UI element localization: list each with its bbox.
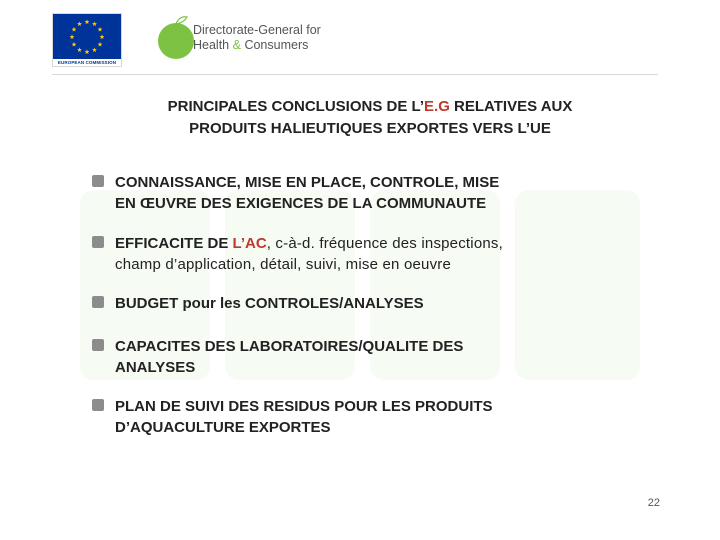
title-line-1-end: RELATIVES AUX <box>449 98 573 115</box>
bullet-square-icon <box>92 175 104 187</box>
page-number: 22 <box>647 497 660 509</box>
bullet-item-1-text <box>115 172 682 214</box>
dg-name-consumers: Consumers <box>244 38 309 52</box>
eu-star-icon <box>85 19 90 24</box>
bullet-item-5 <box>92 396 682 438</box>
dg-health-consumers-name <box>193 23 321 53</box>
eu-star-icon <box>77 21 82 26</box>
dg-name-health: Health <box>193 38 230 52</box>
bullet-item-5-text <box>115 396 682 438</box>
bullet-item-2-highlight: L’AC <box>232 235 267 252</box>
eu-star-icon <box>72 42 77 47</box>
bullet-square-icon <box>92 399 104 411</box>
bullet-item-2-end: , c-à-d. fréquence des inspections, <box>266 235 503 252</box>
bullet-item-5-line-2: D’AQUACULTURE EXPORTES <box>115 419 331 436</box>
eu-star-icon <box>72 27 77 32</box>
slide-title <box>60 96 680 140</box>
eu-star-icon <box>92 21 97 26</box>
bullet-square-icon <box>92 339 104 351</box>
eu-star-icon <box>77 47 82 52</box>
bullet-item-1 <box>92 172 682 214</box>
eu-star-icon <box>100 34 105 39</box>
eu-star-icon <box>98 42 103 47</box>
header-divider <box>52 74 658 75</box>
eu-star-icon <box>85 49 90 54</box>
title-highlight-eg: E.G <box>424 98 450 115</box>
eu-logo-caption: EUROPEAN COMMISSION <box>53 59 121 66</box>
bullet-item-4-text <box>115 336 682 378</box>
dg-name-line2 <box>193 38 321 53</box>
bullet-item-4-line-2: ANALYSES <box>115 359 196 376</box>
bullet-item-4-line-1: CAPACITES DES LABORATOIRES/QUALITE DES <box>115 338 464 355</box>
bullet-square-icon <box>92 296 104 308</box>
bullet-item-2-start: EFFICACITE DE <box>115 235 233 252</box>
eu-star-icon <box>98 27 103 32</box>
eu-star-icon <box>70 34 75 39</box>
title-line-1-start: PRINCIPALES CONCLUSIONS DE L’ <box>167 98 425 115</box>
bullet-item-2 <box>92 233 682 275</box>
bullet-item-1-line-2: EN ŒUVRE DES EXIGENCES DE LA COMMUNAUTE <box>115 195 487 212</box>
european-commission-logo <box>52 13 122 67</box>
eu-stars-icon <box>53 14 121 60</box>
bullet-item-3-text: BUDGET pour les CONTROLES/ANALYSES <box>115 295 424 312</box>
bullet-item-2-text <box>115 233 682 275</box>
dg-name-line1: Directorate-General for <box>193 23 321 37</box>
bullet-square-icon <box>92 236 104 248</box>
bullet-item-1-line-1: CONNAISSANCE, MISE EN PLACE, CONTROLE, MISE <box>115 174 500 191</box>
bullet-item-2-line-2: champ d’application, détail, suivi, mise en oeuvre <box>115 256 452 273</box>
dg-name-ampersand: & <box>232 38 241 52</box>
bullet-item-5-line-1: PLAN DE SUIVI DES RESIDUS POUR LES PRODUITS <box>115 398 493 415</box>
title-line-2: PRODUITS HALIEUTIQUES EXPORTES VERS L’UE <box>189 120 551 137</box>
title-line-1 <box>60 96 680 118</box>
bullet-item-4 <box>92 336 682 378</box>
eu-star-icon <box>92 47 97 52</box>
bullet-item-3 <box>92 293 682 314</box>
